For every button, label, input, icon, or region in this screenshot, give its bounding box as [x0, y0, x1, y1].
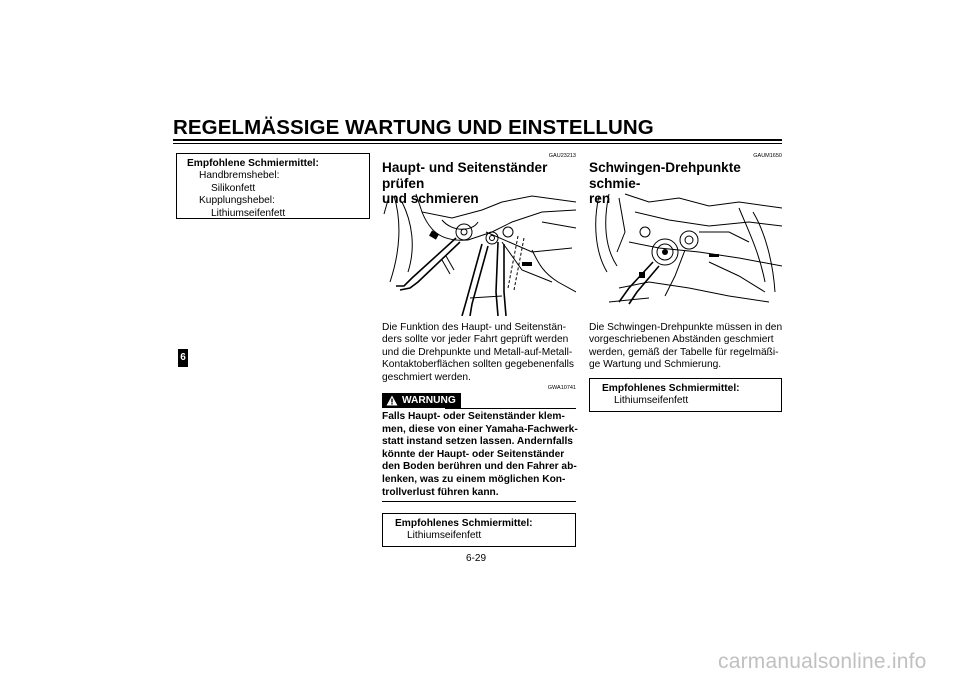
text-line: Kontaktoberflächen sollten gegebenenfalls — [382, 359, 575, 371]
text-line: vorgeschriebenen Abständen geschmiert — [589, 334, 774, 346]
text-line: lenken, was zu einem möglichen Kon- — [382, 473, 566, 485]
swingarm-instructions — [589, 322, 789, 372]
heading-line: Schwingen-Drehpunkte schmie- — [589, 160, 741, 191]
section-code: GAU23213 — [548, 153, 576, 159]
header-rule-thin — [173, 143, 782, 144]
heading-line: und schmieren — [382, 191, 479, 206]
text-line: werden, gemäß der Tabelle für regelmäßi- — [589, 346, 779, 358]
stands-instructions — [382, 322, 582, 384]
warning-rule-bottom — [382, 501, 576, 502]
lubricant-box-swingarm — [589, 378, 782, 412]
warning-code: GWA10741 — [547, 385, 576, 391]
lubricant-box-title: Empfohlenes Schmiermittel: — [395, 518, 533, 529]
text-line: men, diese von einer Yamaha-Fachwerk- — [382, 423, 578, 435]
text-line: den Boden berühren und den Fahrer ab- — [382, 461, 577, 473]
stand-illustration — [382, 192, 576, 316]
text-line: Die Funktion des Haupt- und Seitenstän- — [382, 322, 567, 333]
section-code: GAUM1650 — [753, 153, 782, 159]
text-line: Die Schwingen-Drehpunkte müssen in den — [589, 322, 783, 333]
text-line: und die Drehpunkte und Metall-auf-Metall- — [382, 346, 573, 358]
heading-line: ren — [589, 191, 611, 206]
warning-label: WARNUNG — [402, 395, 456, 406]
lubricant-box-title: Empfohlenes Schmiermittel: — [602, 383, 740, 394]
page-number: 6-29 — [466, 553, 487, 564]
lubricant-line: Handbremshebel: — [199, 170, 280, 182]
warning-triangle-icon — [386, 395, 398, 406]
text-line: trollverlust führen kann. — [382, 486, 499, 498]
lubricant-line: Kupplungshebel: — [199, 195, 275, 207]
warning-badge — [382, 393, 461, 408]
watermark: carmanualsonline.info — [718, 650, 927, 673]
lubricant-box-levers — [176, 153, 370, 219]
lubricant-line: Lithiumseifenfett — [407, 530, 482, 542]
page-title: REGELMÄSSIGE WARTUNG UND EINSTELLUNG — [173, 116, 654, 139]
header-rule — [173, 139, 782, 141]
text-line: Falls Haupt- oder Seitenständer klem- — [382, 411, 565, 422]
lubricant-box-title: Empfohlene Schmiermittel: — [187, 158, 319, 169]
lubricant-line: Silikonfett — [211, 182, 256, 194]
text-line: könnte der Haupt- oder Seitenständer — [382, 448, 565, 460]
lubricant-line: Lithiumseifenfett — [614, 395, 689, 407]
heading-line: Haupt- und Seitenständer prüfen — [382, 160, 548, 191]
swingarm-illustration — [589, 192, 782, 316]
chapter-tab: 6 — [178, 349, 188, 367]
text-line: ge Wartung und Schmierung. — [589, 359, 722, 371]
lubricant-box-stands — [382, 513, 576, 547]
warning-text — [382, 411, 582, 499]
text-line: ders sollte vor jeder Fahrt geprüft werden — [382, 334, 569, 346]
text-line: statt instand setzen lassen. Andernfalls — [382, 436, 573, 448]
text-line: geschmiert werden. — [382, 371, 471, 383]
lubricant-line: Lithiumseifenfett — [211, 207, 286, 219]
warning-rule-top — [445, 408, 576, 409]
